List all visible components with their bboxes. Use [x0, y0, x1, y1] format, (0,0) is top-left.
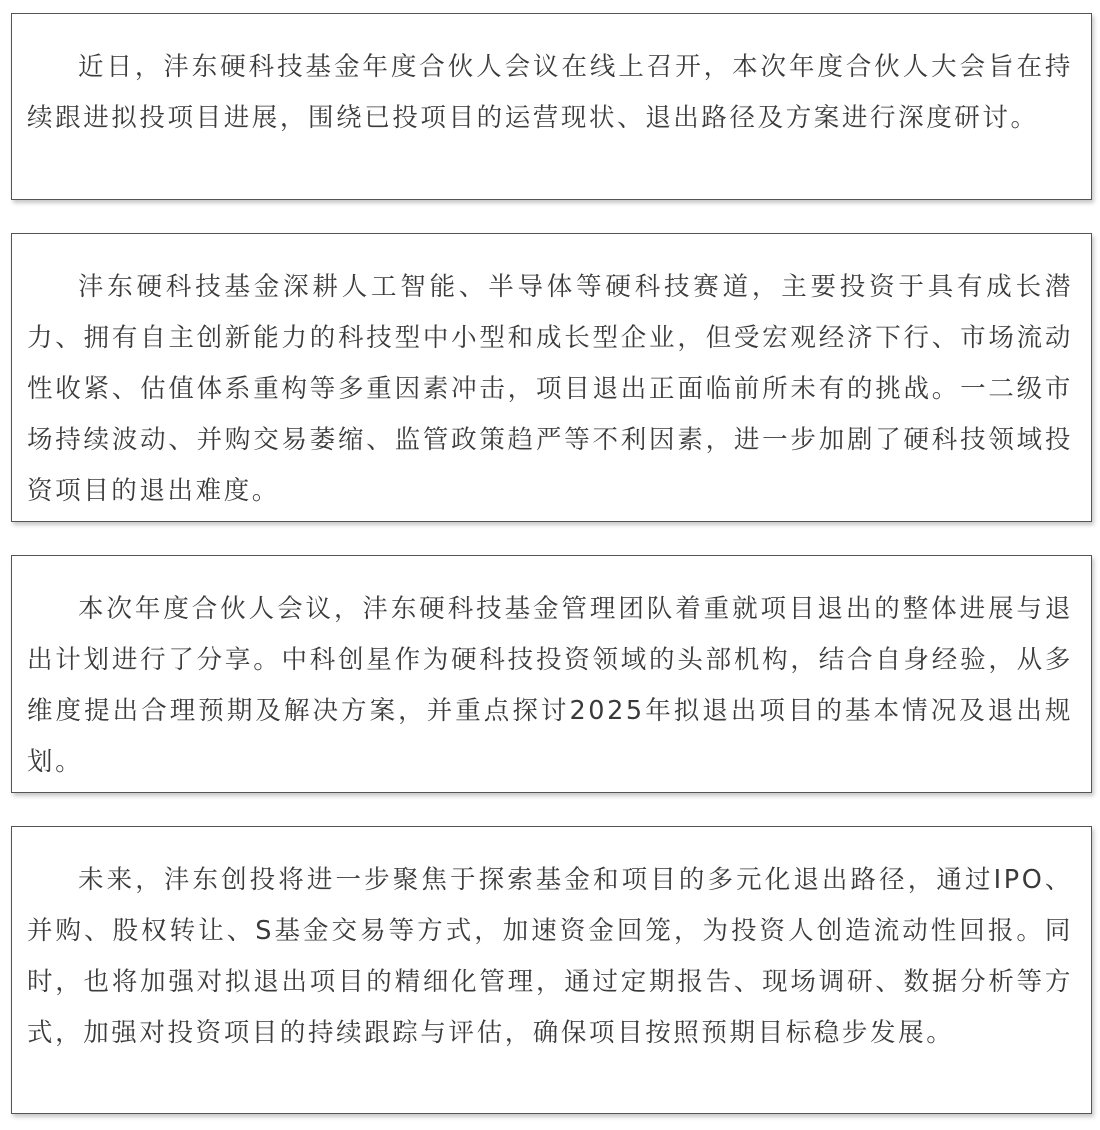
- paragraph-card: [11, 13, 1092, 200]
- paragraph-text: 近日，沣东硬科技基金年度合伙人会议在线上召开，本次年度合伙人大会旨在持续跟进拟投项目进展，围绕已投项目的运营现状、退出路径及方案进行深度研讨。: [27, 52, 1073, 133]
- paragraph-card: [11, 826, 1092, 1114]
- paragraph-text: 沣东硬科技基金深耕人工智能、半导体等硬科技赛道，主要投资于具有成长潜力、拥有自主创新能力的科技型中小型和成长型企业，但受宏观经济下行、市场流动性收紧、估值体系重构等多重因素冲击，项目退出正面临前所未有的挑战。一二级市场持续波动、并购交易萎缩、监管政策趋严等不利因素，进一步加剧了硬科技领域投资项目的退出难度。: [27, 272, 1073, 506]
- paragraph-text: 未来，沣东创投将进一步聚焦于探索基金和项目的多元化退出路径，通过IPO、并购、股权转让、S基金交易等方式，加速资金回笼，为投资人创造流动性回报。同时，也将加强对拟退出项目的精细化管理，通过定期报告、现场调研、数据分析等方式，加强对投资项目的持续跟踪与评估，确保项目按照预期目标稳步发展。: [27, 865, 1073, 1048]
- paragraph-text: 本次年度合伙人会议，沣东硬科技基金管理团队着重就项目退出的整体进展与退出计划进行了分享。中科创星作为硬科技投资领域的头部机构，结合自身经验，从多维度提出合理预期及解决方案，并重点探讨2025年拟退出项目的基本情况及退出规划。: [27, 594, 1073, 777]
- paragraph-card: [11, 555, 1092, 793]
- paragraph-card: [11, 233, 1092, 522]
